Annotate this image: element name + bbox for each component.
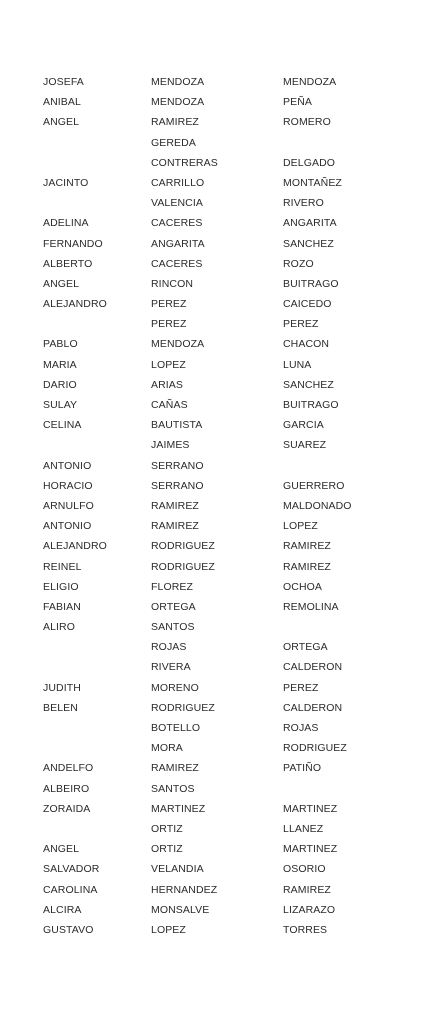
list-row	[0, 557, 428, 577]
first-name-cell: ANTONIO	[43, 520, 92, 533]
list-row	[0, 173, 428, 193]
surname-cell: CACERES	[151, 217, 203, 230]
surname-cell: MORA	[151, 742, 183, 755]
surname-cell: CONTRERAS	[151, 156, 218, 169]
second-surname-cell: DELGADO	[283, 156, 336, 169]
first-name-cell: ARNULFO	[43, 499, 94, 512]
second-surname-cell: MENDOZA	[283, 76, 337, 88]
first-name-cell: PABLO	[43, 338, 78, 351]
surname-cell: PEREZ	[151, 318, 187, 331]
list-row	[0, 435, 428, 455]
second-surname-cell: MARTINEZ	[283, 843, 338, 856]
first-name-cell: ALEJANDRO	[43, 298, 107, 311]
surname-cell: RAMIREZ	[151, 116, 199, 129]
second-surname-cell: GARCIA	[283, 419, 324, 432]
surname-cell: ARIAS	[151, 378, 184, 391]
surname-cell: RAMIREZ	[151, 762, 199, 775]
list-row	[0, 920, 428, 940]
surname-cell: MENDOZA	[151, 338, 205, 351]
first-name-cell: HORACIO	[43, 479, 93, 492]
first-name-cell: FERNANDO	[43, 237, 103, 250]
second-surname-cell: LIZARAZO	[283, 903, 336, 916]
list-row	[0, 112, 428, 132]
first-name-cell: REINEL	[43, 560, 82, 573]
list-row	[0, 496, 428, 516]
list-row	[0, 334, 428, 354]
surname-cell: ORTIZ	[151, 843, 183, 856]
second-surname-cell: GUERRERO	[283, 479, 345, 492]
surname-cell: RAMIREZ	[151, 520, 199, 533]
second-surname-cell: CHACON	[283, 338, 330, 351]
list-row	[0, 799, 428, 819]
surname-cell: ROJAS	[151, 641, 187, 654]
list-row	[0, 153, 428, 173]
surname-cell: RAMIREZ	[151, 499, 199, 512]
first-name-cell: BELEN	[43, 701, 78, 714]
list-row	[0, 355, 428, 375]
surname-cell: RODRIGUEZ	[151, 560, 215, 573]
first-name-cell: ELIGIO	[43, 580, 79, 593]
surname-cell: PEREZ	[151, 298, 187, 311]
second-surname-cell: LOPEZ	[283, 520, 318, 533]
list-row	[0, 577, 428, 597]
list-row	[0, 193, 428, 213]
first-name-cell: JUDITH	[43, 681, 81, 694]
list-row	[0, 456, 428, 476]
second-surname-cell: SANCHEZ	[283, 237, 334, 250]
list-row	[0, 859, 428, 879]
list-row	[0, 476, 428, 496]
surname-cell: RODRIGUEZ	[151, 701, 215, 714]
surname-cell: LOPEZ	[151, 923, 186, 936]
second-surname-cell: TORRES	[283, 923, 328, 936]
surname-cell: BAUTISTA	[151, 419, 203, 432]
first-name-cell: MARIA	[43, 358, 77, 371]
list-row	[0, 516, 428, 536]
second-surname-cell: ANGARITA	[283, 217, 337, 230]
list-row	[0, 880, 428, 900]
list-row	[0, 314, 428, 334]
second-surname-cell: CALDERON	[283, 661, 343, 674]
surname-cell: LOPEZ	[151, 358, 186, 371]
first-name-cell: ANDELFO	[43, 762, 94, 775]
second-surname-cell: SUAREZ	[283, 439, 327, 452]
first-name-cell: ANGEL	[43, 843, 80, 856]
first-name-cell: DARIO	[43, 378, 77, 391]
list-row	[0, 536, 428, 556]
first-name-cell: ZORAIDA	[43, 802, 91, 815]
surname-cell: CACERES	[151, 257, 203, 270]
surname-cell: MENDOZA	[151, 76, 205, 88]
list-row	[0, 657, 428, 677]
list-row	[0, 698, 428, 718]
list-row	[0, 254, 428, 274]
list-row	[0, 415, 428, 435]
list-row	[0, 718, 428, 738]
surname-cell: RODRIGUEZ	[151, 540, 215, 553]
first-name-cell: ALCIRA	[43, 903, 82, 916]
second-surname-cell: RAMIREZ	[283, 560, 331, 573]
surname-cell: BOTELLO	[151, 722, 201, 734]
surname-cell: SERRANO	[151, 479, 204, 492]
second-surname-cell: RAMIREZ	[283, 540, 331, 553]
surname-cell: RIVERA	[151, 661, 191, 674]
second-surname-cell: ROJAS	[283, 722, 319, 734]
second-surname-cell: BUITRAGO	[283, 399, 339, 411]
list-row	[0, 738, 428, 758]
surname-cell: JAIMES	[151, 439, 190, 452]
list-row	[0, 900, 428, 920]
list-row	[0, 274, 428, 294]
list-row	[0, 395, 428, 415]
list-row	[0, 839, 428, 859]
surname-cell: SANTOS	[151, 782, 195, 795]
second-surname-cell: LUNA	[283, 358, 312, 371]
second-surname-cell: MARTINEZ	[283, 802, 338, 815]
second-surname-cell: LLANEZ	[283, 822, 324, 835]
surname-cell: FLOREZ	[151, 580, 194, 593]
surname-cell: MONSALVE	[151, 903, 210, 916]
second-surname-cell: PEREZ	[283, 318, 319, 331]
list-row	[0, 294, 428, 314]
second-surname-cell: RAMIREZ	[283, 883, 331, 896]
first-name-cell: ALBERTO	[43, 257, 93, 270]
list-row	[0, 133, 428, 153]
surname-cell: MARTINEZ	[151, 802, 206, 815]
first-name-cell: CAROLINA	[43, 883, 98, 896]
second-surname-cell: RODRIGUEZ	[283, 742, 347, 755]
first-name-cell: ANGEL	[43, 116, 80, 129]
second-surname-cell: CAICEDO	[283, 298, 332, 311]
surname-cell: CAÑAS	[151, 399, 188, 411]
surname-cell: VELANDIA	[151, 863, 204, 876]
first-name-cell: ALBEIRO	[43, 782, 90, 795]
first-name-cell: ANTONIO	[43, 459, 92, 472]
second-surname-cell: ORTEGA	[283, 641, 328, 654]
second-surname-cell: REMOLINA	[283, 600, 339, 613]
surname-cell: ORTEGA	[151, 600, 196, 613]
surname-cell: ORTIZ	[151, 822, 183, 835]
surname-cell: CARRILLO	[151, 176, 205, 189]
list-row	[0, 637, 428, 657]
second-surname-cell: ROMERO	[283, 116, 331, 129]
first-name-cell: ANIBAL	[43, 96, 81, 109]
second-surname-cell: PATIÑO	[283, 762, 322, 775]
surname-cell: SERRANO	[151, 459, 204, 472]
list-row	[0, 617, 428, 637]
list-row	[0, 92, 428, 112]
second-surname-cell: CALDERON	[283, 701, 343, 714]
first-name-cell: JACINTO	[43, 176, 89, 189]
surname-cell: MENDOZA	[151, 96, 205, 109]
first-name-cell: ADELINA	[43, 217, 89, 230]
list-row	[0, 597, 428, 617]
first-name-cell: CELINA	[43, 419, 82, 432]
second-surname-cell: OCHOA	[283, 580, 323, 593]
name-list	[0, 72, 428, 940]
surname-cell: GEREDA	[151, 136, 196, 149]
first-name-cell: ALIRO	[43, 621, 76, 634]
second-surname-cell: ROZO	[283, 257, 314, 270]
list-row	[0, 72, 428, 92]
list-row	[0, 758, 428, 778]
surname-cell: ANGARITA	[151, 237, 205, 250]
first-name-cell: FABIAN	[43, 600, 81, 613]
second-surname-cell: PEREZ	[283, 681, 319, 694]
list-row	[0, 779, 428, 799]
list-row	[0, 375, 428, 395]
second-surname-cell: MONTAÑEZ	[283, 176, 342, 189]
first-name-cell: SULAY	[43, 399, 78, 411]
second-surname-cell: MALDONADO	[283, 499, 352, 512]
second-surname-cell: BUITRAGO	[283, 277, 339, 290]
second-surname-cell: SANCHEZ	[283, 378, 334, 391]
surname-cell: SANTOS	[151, 621, 195, 634]
first-name-cell: SALVADOR	[43, 863, 100, 876]
list-row	[0, 678, 428, 698]
second-surname-cell: OSORIO	[283, 863, 326, 876]
surname-cell: VALENCIA	[151, 197, 203, 210]
list-row	[0, 234, 428, 254]
first-name-cell: ALEJANDRO	[43, 540, 107, 553]
list-row	[0, 213, 428, 233]
surname-cell: MORENO	[151, 681, 199, 694]
second-surname-cell: PEÑA	[283, 96, 312, 109]
first-name-cell: JOSEFA	[43, 76, 84, 88]
first-name-cell: GUSTAVO	[43, 923, 94, 936]
surname-cell: HERNANDEZ	[151, 883, 218, 896]
list-row	[0, 819, 428, 839]
first-name-cell: ANGEL	[43, 277, 80, 290]
surname-cell: RINCON	[151, 277, 194, 290]
second-surname-cell: RIVERO	[283, 197, 324, 210]
